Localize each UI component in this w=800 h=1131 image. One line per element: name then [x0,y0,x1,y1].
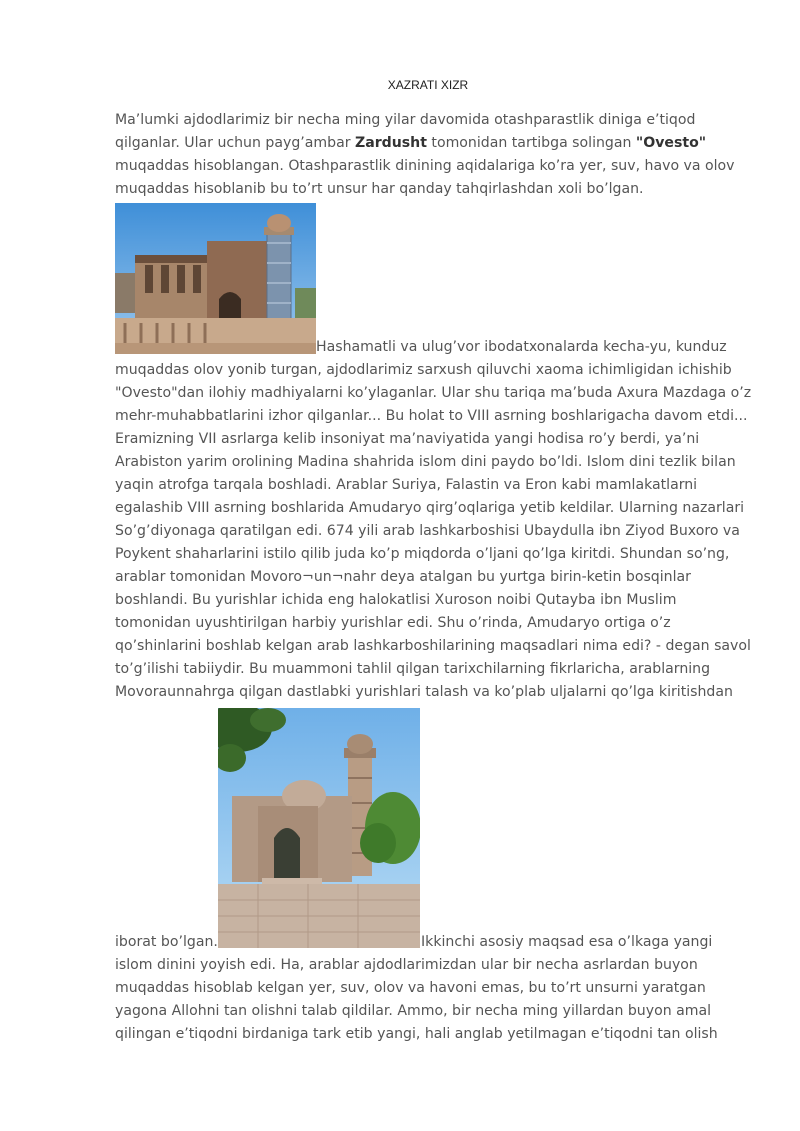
intro-text-1: Ma’lumki ajdodlarimiz bir necha ming yilar davomida otashparastlik diniga e’tiqod qilganlar. Ular uchun payg’ambar [115,112,696,151]
text-line: egalashib VIII asrning boshlarida Amudaryo qirg’oqlariga yetib keldilar. Ularning nazarlari [115,500,745,516]
text-line: boshlandi. Bu yurishlar ichida eng halokatlisi Xuroson noibi Qutayba ibn Muslim [115,592,677,608]
text-line: qo’shinlarini boshlab kelgan arab lashkarboshilarining maqsadlari nima edi? - degan savol [115,638,751,654]
text-line: muqaddas hisoblab kelgan yer, suv, olov va havoni emas, bu to’rt unsurni yaratgan [115,980,706,996]
mausoleum-photo-2 [218,708,420,948]
history-paragraph [115,336,752,704]
text-line: arablar tomonidan Movoro¬un¬nahr deya atalgan bu yurtga birin-ketin bosqinlar [115,569,691,585]
text-line: mehr-muhabbatlarini izhor qilganlar... Bu holat to VIII asrning boshlarigacha davom etdi... [115,408,748,424]
text-line: tomonidan uyushtirilgan harbiy yurishlar edi. Shu o’rinda, Amudaryo ortiga o’z [115,615,671,631]
conclusion-paragraph [115,931,745,1046]
name-zardusht: Zardusht [354,135,427,151]
intro-text-2: tomonidan tartibga solingan [426,135,636,151]
text-line: Eramizning VII asrlarga kelib insoniyat ma’naviyatida yangi hodisa ro’y berdi, ya’ni [115,431,700,447]
text-lead: iborat bo’lgan. [115,934,218,950]
text-line: to’g’ilishi tabiiydir. Bu muammoni tahlil qilgan tarixchilarning fikrlaricha, arablarning [115,661,711,677]
text-line: yagona Allohni tan olishni talab qildilar. Ammo, bir necha ming yillardan buyon amal [115,1003,712,1019]
intro-text-3: muqaddas hisoblangan. Otashparastlik dinining aqidalariga ko’ra yer, suv, havo va olov muqaddas hisoblanib bu to’rt unsur har qanday tahqirlashdan xoli bo’lgan. [115,158,735,197]
text-line: So’g’diyonaga qaratilgan edi. 674 yili arab lashkarboshisi Ubaydulla ibn Ziyod Buxoro va [115,523,740,539]
text-line: muqaddas olov yonib turgan, ajdodlarimiz sarxush qiluvchi xaoma ichimligidan ichishib [115,362,732,378]
text-line: islom dinini yoyish edi. Ha, arablar ajdodlarimizdan ular bir necha asrlardan buyon [115,957,698,973]
mausoleum-photo-1 [115,203,316,354]
text-line [115,931,745,954]
text-line: Poykent shaharlarini istilo qilib juda ko’p miqdorda o’ljani qo’lga kiritdi. Shundan so’ng, [115,546,730,562]
text-line: Arabiston yarim orolining Madina shahrida islom dini paydo bo’ldi. Islom dini tezlik bilan [115,454,736,470]
page-title: XAZRATI XIZR [387,78,469,92]
text-line: Hashamatli va ulug’vor ibodatxonalarda kecha-yu, kunduz [316,339,727,355]
text-line: yaqin atrofga tarqala boshladi. Arablar Suriya, Falastin va Eron kabi mamlakatlarni [115,477,698,493]
name-ovesto: "Ovesto" [635,135,707,151]
text-line: "Ovesto"dan ilohiy madhiyalarni ko’ylaganlar. Ular shu tariqa ma’buda Axura Mazdaga o’z [115,385,752,401]
text-line-continuation: Ikkinchi asosiy maqsad esa o’lkaga yangi [421,934,713,950]
intro-paragraph [115,109,745,201]
text-line: Movoraunnahrga qilgan dastlabki yurishlari talash va ko’plab uljalarni qo’lga kiritishdan [115,684,733,700]
text-line: qilingan e’tiqodni birdaniga tark etib yangi, hali anglab yetilmagan e’tiqodni tan olish [115,1026,718,1042]
